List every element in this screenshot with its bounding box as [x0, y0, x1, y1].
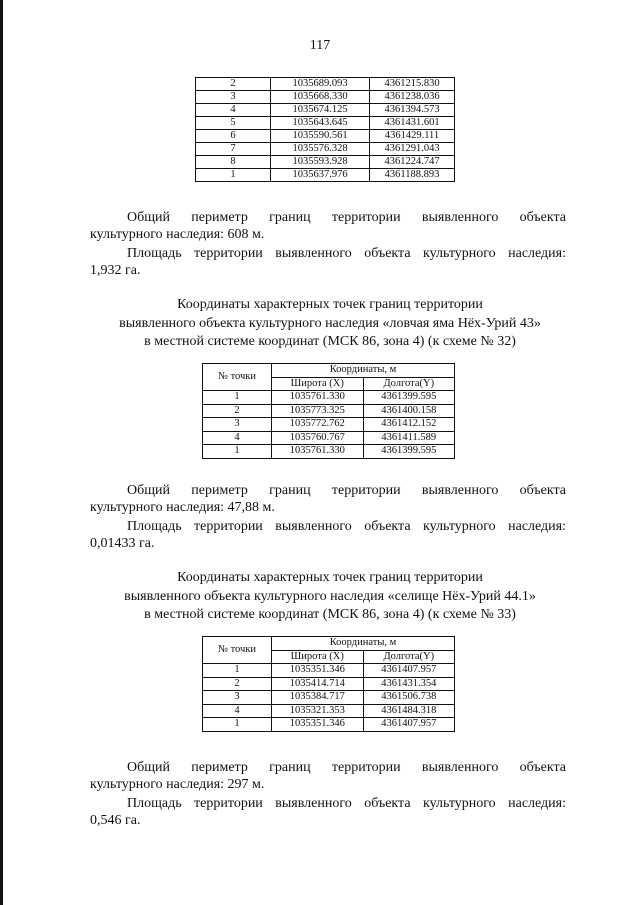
table-row — [196, 130, 455, 143]
table-row — [203, 704, 455, 718]
latitude-value: 1035772.762 — [272, 418, 364, 432]
caption-line: в местной системе координат (МСК 86, зона 4) (к схеме № 33) — [144, 607, 516, 622]
coordinates-table-continued — [195, 77, 455, 182]
table-header-row — [203, 364, 455, 378]
area-text: Площадь территории выявленного объекта культурного наследия: — [127, 246, 566, 261]
point-number: 1 — [203, 718, 272, 732]
area-text-cont: 0,546 га. — [90, 813, 141, 828]
point-number: 8 — [196, 156, 271, 169]
point-number: 4 — [203, 704, 272, 718]
caption-line: выявленного объекта культурного наследия «ловчая яма Нёх-Урий 43» — [119, 315, 541, 331]
area-text: Площадь территории выявленного объекта культурного наследия: — [127, 796, 566, 811]
point-number: 1 — [203, 391, 272, 405]
area-text-cont: 1,932 га. — [90, 263, 141, 278]
table-row — [203, 718, 455, 732]
perimeter-text: Общий периметр границ территории выявленного объекта — [127, 483, 566, 498]
caption-line: в местной системе координат (МСК 86, зона 4) (к схеме № 32) — [144, 334, 516, 349]
table-row — [196, 143, 455, 156]
latitude-value: 1035593.928 — [271, 156, 370, 169]
table-header-row — [203, 637, 455, 651]
table-row — [196, 91, 455, 104]
header-coordinates: Координаты, м — [272, 364, 455, 378]
table-row — [203, 664, 455, 678]
latitude-value: 1035674.125 — [271, 104, 370, 117]
longitude-value: 4361399.595 — [363, 391, 455, 405]
latitude-value: 1035351.346 — [272, 664, 364, 678]
latitude-value: 1035414.714 — [272, 677, 364, 691]
point-number: 4 — [203, 431, 272, 445]
latitude-value: 1035773.325 — [272, 404, 364, 418]
perimeter-text-cont: культурного наследия: 47,88 м. — [90, 500, 275, 515]
longitude-value: 4361215.830 — [370, 78, 455, 91]
table-row — [203, 431, 455, 445]
point-number: 2 — [196, 78, 271, 91]
caption-line: Координаты характерных точек границ территории — [177, 297, 483, 312]
longitude-value: 4361238.036 — [370, 91, 455, 104]
point-number: 1 — [203, 445, 272, 459]
longitude-value: 4361431.354 — [363, 677, 455, 691]
point-number: 3 — [203, 691, 272, 705]
longitude-value: 4361431.601 — [370, 117, 455, 130]
latitude-value: 1035576.328 — [271, 143, 370, 156]
latitude-value: 1035689.093 — [271, 78, 370, 91]
point-number: 2 — [203, 404, 272, 418]
point-number: 2 — [203, 677, 272, 691]
perimeter-text-cont: культурного наследия: 297 м. — [90, 777, 265, 792]
table-row — [196, 156, 455, 169]
header-longitude: Долгота(Y) — [363, 650, 455, 664]
perimeter-text: Общий периметр границ территории выявленного объекта — [127, 210, 566, 225]
table-row — [203, 391, 455, 405]
header-latitude: Широта (X) — [272, 650, 364, 664]
table-caption — [70, 296, 590, 352]
latitude-value: 1035668.330 — [271, 91, 370, 104]
longitude-value: 4361399.595 — [363, 445, 455, 459]
table-row — [203, 445, 455, 459]
table-row — [196, 169, 455, 182]
longitude-value: 4361429.111 — [370, 130, 455, 143]
latitude-value: 1035590.561 — [271, 130, 370, 143]
header-longitude: Долгота(Y) — [363, 377, 455, 391]
point-number: 6 — [196, 130, 271, 143]
longitude-value: 4361407.957 — [363, 664, 455, 678]
table-row — [203, 404, 455, 418]
table-row — [203, 691, 455, 705]
header-latitude: Широта (X) — [272, 377, 364, 391]
point-number: 3 — [203, 418, 272, 432]
point-number: 1 — [203, 664, 272, 678]
caption-line: выявленного объекта культурного наследия «селище Нёх-Урий 44.1» — [124, 588, 536, 604]
table-row — [203, 677, 455, 691]
point-number: 3 — [196, 91, 271, 104]
latitude-value: 1035760.767 — [272, 431, 364, 445]
longitude-value: 4361188.893 — [370, 169, 455, 182]
page-number: 117 — [309, 38, 331, 53]
latitude-value: 1035321.353 — [272, 704, 364, 718]
latitude-value: 1035351.346 — [272, 718, 364, 732]
area-text: Площадь территории выявленного объекта культурного наследия: — [127, 519, 566, 534]
point-number: 7 — [196, 143, 271, 156]
longitude-value: 4361400.158 — [363, 404, 455, 418]
header-coordinates: Координаты, м — [272, 637, 455, 651]
longitude-value: 4361412.152 — [363, 418, 455, 432]
longitude-value: 4361506.738 — [363, 691, 455, 705]
perimeter-text: Общий периметр границ территории выявленного объекта — [127, 760, 566, 775]
latitude-value: 1035384.717 — [272, 691, 364, 705]
longitude-value: 4361224.747 — [370, 156, 455, 169]
longitude-value: 4361291.043 — [370, 143, 455, 156]
latitude-value: 1035761.330 — [272, 391, 364, 405]
perimeter-text-cont: культурного наследия: 608 м. — [90, 227, 265, 242]
longitude-value: 4361407.957 — [363, 718, 455, 732]
table-row — [196, 104, 455, 117]
table-caption — [70, 569, 590, 625]
coordinates-table — [202, 636, 455, 732]
table-row — [203, 418, 455, 432]
point-number: 5 — [196, 117, 271, 130]
latitude-value: 1035643.645 — [271, 117, 370, 130]
scan-edge-line — [0, 0, 3, 905]
point-number: 4 — [196, 104, 271, 117]
header-point-number: № точки — [203, 364, 272, 391]
longitude-value: 4361394.573 — [370, 104, 455, 117]
longitude-value: 4361411.589 — [363, 431, 455, 445]
coordinates-table — [202, 363, 455, 459]
point-number: 1 — [196, 169, 271, 182]
latitude-value: 1035761.330 — [272, 445, 364, 459]
caption-line: Координаты характерных точек границ территории — [177, 570, 483, 585]
area-text-cont: 0,01433 га. — [90, 536, 155, 551]
longitude-value: 4361484.318 — [363, 704, 455, 718]
table-row — [196, 78, 455, 91]
table-row — [196, 117, 455, 130]
header-point-number: № точки — [203, 637, 272, 664]
latitude-value: 1035637.976 — [271, 169, 370, 182]
